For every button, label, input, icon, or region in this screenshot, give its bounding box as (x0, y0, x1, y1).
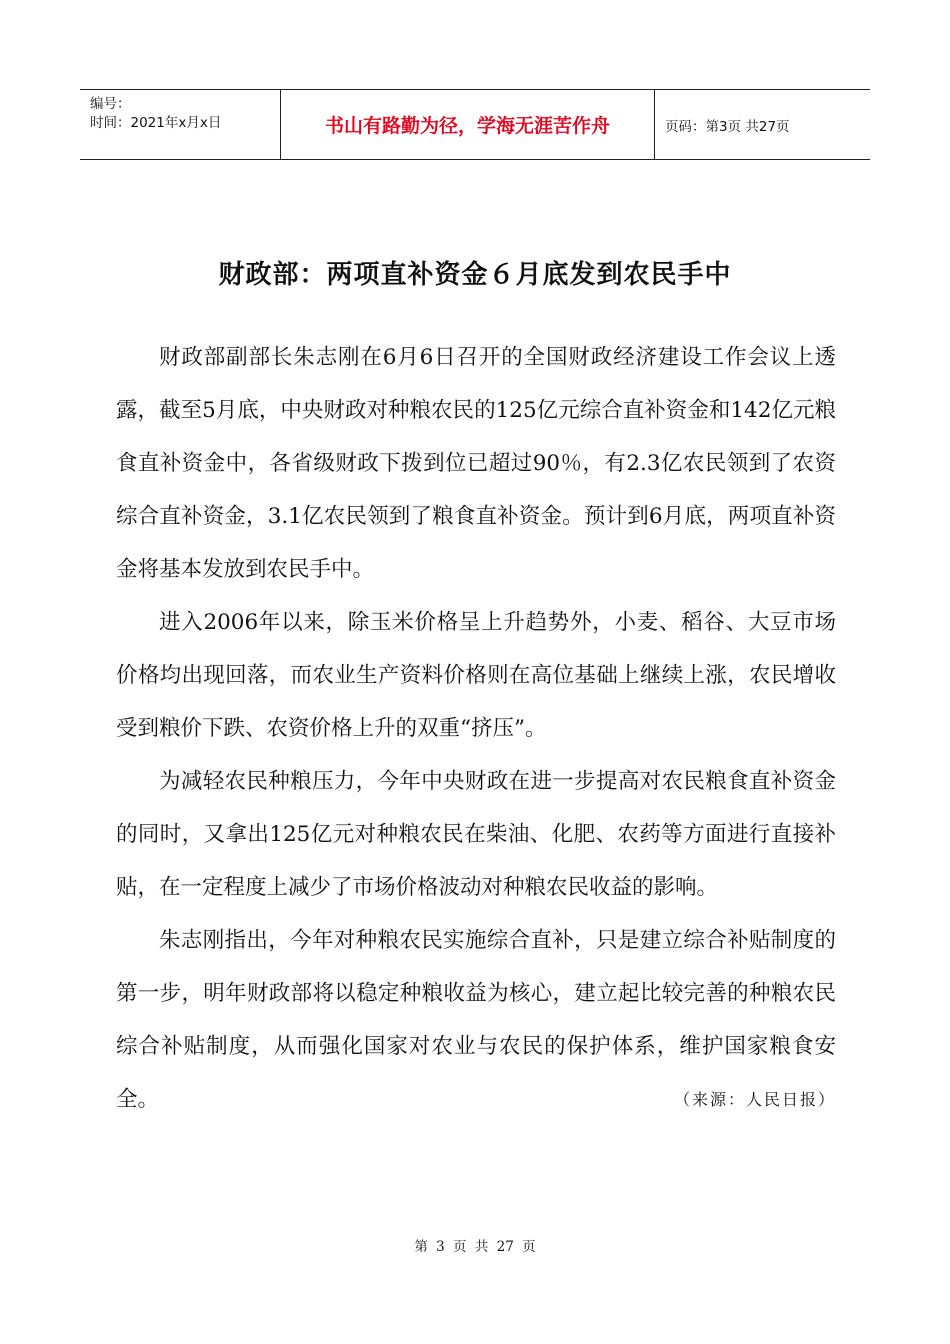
document-header (80, 89, 870, 160)
paragraph-2: 进入2006年以来，除玉米价格呈上升趋势外，小麦、稻谷、大豆市场价格均出现回落，而农业生产资料价格则在高位基础上继续上涨，农民增收受到粮价下跌、农资价格上升的双重“挤压”。 (116, 610, 836, 741)
time-label: 时间：2021年x月x日 (90, 115, 222, 131)
header-motto: 书山有路勤为径，学海无涯苦作舟 (281, 90, 655, 159)
paragraph-1: 财政部副部长朱志刚在6月6日召开的全国财政经济建设工作会议上透露，截至5月底，中央财政对种粮农民的125亿元综合直补资金和142亿元粮食直补资金中，各省级财政下拨到位已超过90％，有2.3亿农民领到了农资综合直补资金，3.1亿农民领到了粮食直补资金。预计到6月底，两项直补资金将基本发放到农民手中。 (116, 345, 836, 582)
header-meta (80, 90, 281, 159)
number-label: 编号： (90, 96, 131, 112)
paragraph-3: 为减轻农民种粮压力，今年中央财政在进一步提高对农民粮食直补资金的同时，又拿出125亿元对种粮农民在柴油、化肥、农药等方面进行直接补贴，在一定程度上减少了市场价格波动对种粮农民收益的影响。 (116, 769, 836, 900)
source-note: （来源：人民日报） (673, 1090, 836, 1109)
document-title: 财政部：两项直补资金６月底发到农民手中 (218, 260, 732, 290)
page-footer: 第 3 页 共 27 页 (414, 1239, 536, 1255)
paragraph-4 (116, 914, 836, 1126)
header-page-info: 页码：第3页 共27页 (665, 118, 790, 135)
paragraph-4-text: 朱志刚指出，今年对种粮农民实施综合直补，只是建立综合补贴制度的第一步，明年财政部将以稳定种粮收益为核心，建立起比较完善的种粮农民综合补贴制度，从而强化国家对农业与农民的保护体系，维护国家粮食安全。 (116, 928, 836, 1112)
document-body (116, 331, 836, 1126)
